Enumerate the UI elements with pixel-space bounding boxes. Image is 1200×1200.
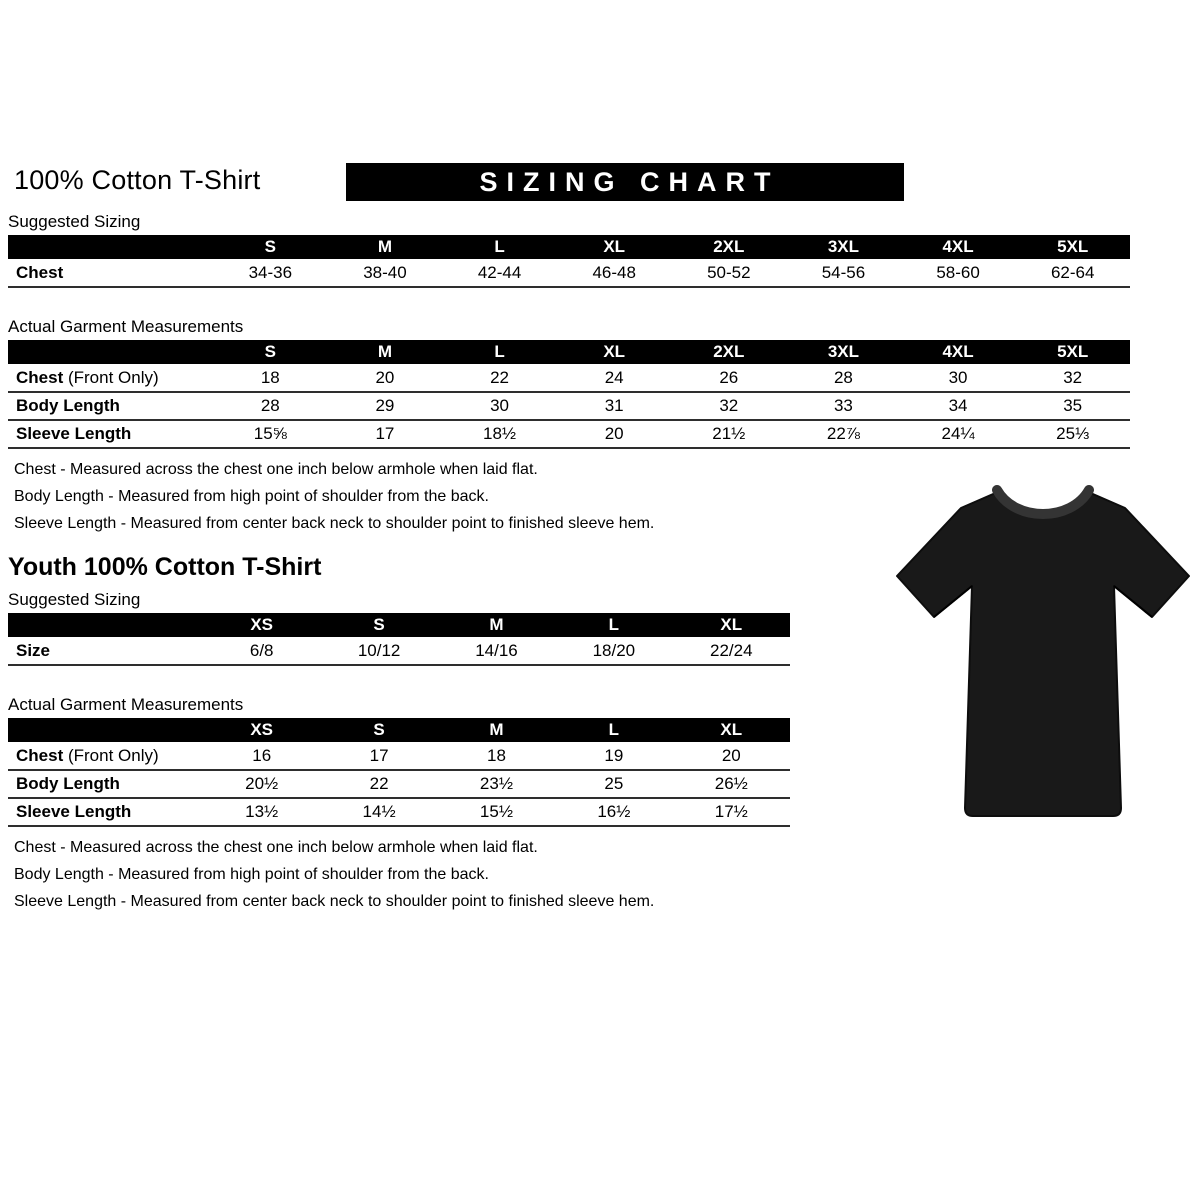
row-label: Body Length bbox=[16, 774, 120, 793]
size-column-header: 4XL bbox=[901, 340, 1016, 364]
measurement-value: 16 bbox=[252, 745, 272, 765]
size-header-row bbox=[8, 613, 790, 637]
adult-suggested-sizing-table bbox=[8, 235, 1130, 288]
measurement-row bbox=[8, 637, 790, 665]
measurement-value: 10/12 bbox=[357, 640, 401, 660]
tshirt-graphic bbox=[893, 478, 1193, 834]
measurement-value: 23½ bbox=[479, 774, 514, 793]
size-column-header: S bbox=[320, 718, 437, 742]
measurement-value: 29 bbox=[375, 396, 395, 415]
note-chest: Chest - Measured across the chest one inch below armhole when laid flat. bbox=[14, 839, 538, 856]
note-chest: Chest - Measured across the chest one inch below armhole when laid flat. bbox=[14, 461, 538, 478]
size-column-header: M bbox=[328, 340, 443, 364]
size-column-header: S bbox=[213, 340, 328, 364]
measurement-value: 21½ bbox=[712, 424, 746, 443]
measurement-value: 22⅞ bbox=[826, 424, 860, 443]
size-column-header: M bbox=[328, 235, 443, 259]
measurement-value: 20 bbox=[721, 745, 741, 765]
measurement-row bbox=[8, 364, 1130, 392]
measurement-value: 25⅓ bbox=[1056, 424, 1090, 443]
youth-suggested-sizing-label: Suggested Sizing bbox=[8, 590, 141, 609]
measurement-value: 35 bbox=[1063, 396, 1083, 415]
measurement-value: 19 bbox=[604, 745, 624, 765]
adult-garment-measurements-table bbox=[8, 340, 1130, 449]
size-column-header: 3XL bbox=[786, 235, 901, 259]
adult-actual-measurements-label: Actual Garment Measurements bbox=[8, 317, 244, 336]
size-column-header: XL bbox=[673, 718, 790, 742]
measurement-value: 26 bbox=[719, 367, 739, 387]
measurement-value: 22 bbox=[490, 367, 510, 387]
row-label: Chest (Front Only) bbox=[16, 745, 159, 765]
measurement-value: 25 bbox=[604, 774, 624, 793]
size-column-header: M bbox=[438, 613, 555, 637]
size-column-header: L bbox=[442, 340, 557, 364]
measurement-value: 54-56 bbox=[821, 262, 866, 282]
measurement-value: 17 bbox=[375, 424, 395, 443]
measurement-value: 20 bbox=[375, 367, 395, 387]
page-header bbox=[8, 163, 1200, 209]
measurement-row bbox=[8, 770, 790, 798]
note-body-length: Body Length - Measured from high point of shoulder from the back. bbox=[14, 488, 489, 505]
measurement-value: 32 bbox=[719, 396, 739, 415]
measurement-value: 20½ bbox=[245, 774, 279, 793]
youth-section-title: Youth 100% Cotton T-Shirt bbox=[8, 553, 322, 581]
size-column-header: M bbox=[438, 718, 555, 742]
note-sleeve-length: Sleeve Length - Measured from center back neck to shoulder point to finished sleeve hem. bbox=[14, 515, 655, 532]
row-label: Size bbox=[16, 640, 51, 660]
measurement-value: 28 bbox=[260, 396, 280, 415]
measurement-value: 20 bbox=[604, 424, 624, 443]
measurement-value: 15½ bbox=[479, 802, 514, 821]
size-column-header: 5XL bbox=[1015, 340, 1130, 364]
measurement-row bbox=[8, 259, 1130, 287]
youth-actual-measurements-label: Actual Garment Measurements bbox=[8, 695, 244, 714]
size-header-row bbox=[8, 340, 1130, 364]
size-column-header: S bbox=[320, 613, 437, 637]
measurement-value: 6/8 bbox=[249, 640, 274, 660]
sizing-chart-banner-text: SIZING CHART bbox=[479, 166, 780, 197]
sizing-chart-banner bbox=[346, 163, 904, 201]
note-body-length: Body Length - Measured from high point of shoulder from the back. bbox=[14, 866, 489, 883]
measurement-row bbox=[8, 420, 1130, 448]
size-column-header: 2XL bbox=[672, 235, 787, 259]
row-label: Sleeve Length bbox=[16, 802, 132, 821]
measurement-value: 18 bbox=[260, 367, 280, 387]
measurement-value: 24¼ bbox=[941, 424, 975, 443]
row-label-header bbox=[8, 235, 213, 259]
measurement-value: 31 bbox=[604, 396, 624, 415]
size-header-row bbox=[8, 718, 790, 742]
size-column-header: XS bbox=[203, 718, 320, 742]
size-column-header: 3XL bbox=[786, 340, 901, 364]
youth-garment-measurements-table bbox=[8, 718, 790, 827]
measurement-value: 15⅝ bbox=[253, 424, 287, 443]
measurement-value: 46-48 bbox=[592, 262, 636, 282]
size-header-row bbox=[8, 235, 1130, 259]
measurement-value: 62-64 bbox=[1050, 262, 1095, 282]
measurement-value: 50-52 bbox=[707, 262, 751, 282]
measurement-value: 17 bbox=[369, 745, 389, 765]
size-column-header: S bbox=[213, 235, 328, 259]
measurement-value: 17½ bbox=[714, 802, 748, 821]
measurement-value: 30 bbox=[490, 396, 510, 415]
page-title: 100% Cotton T-Shirt bbox=[14, 165, 261, 195]
measurement-value: 26½ bbox=[714, 774, 748, 793]
measurement-value: 38-40 bbox=[363, 262, 407, 282]
row-label: Sleeve Length bbox=[16, 424, 132, 443]
measurement-value: 14/16 bbox=[475, 640, 518, 660]
row-label: Chest (Front Only) bbox=[16, 367, 159, 387]
note-sleeve-length: Sleeve Length - Measured from center back neck to shoulder point to finished sleeve hem. bbox=[14, 893, 655, 910]
measurement-value: 14½ bbox=[362, 802, 396, 821]
measurement-row bbox=[8, 798, 790, 826]
size-column-header: 4XL bbox=[901, 235, 1016, 259]
row-label: Body Length bbox=[16, 396, 120, 415]
measurement-value: 24 bbox=[604, 367, 624, 387]
measurement-value: 34-36 bbox=[248, 262, 293, 282]
row-label-header bbox=[8, 718, 203, 742]
adult-suggested-sizing-label: Suggested Sizing bbox=[8, 212, 141, 231]
measurement-value: 42-44 bbox=[477, 262, 522, 282]
measurement-row bbox=[8, 392, 1130, 420]
size-column-header: L bbox=[555, 613, 672, 637]
measurement-value: 30 bbox=[948, 367, 968, 387]
measurement-value: 13½ bbox=[245, 802, 279, 821]
measurement-row bbox=[8, 742, 790, 770]
measurement-value: 18½ bbox=[483, 424, 517, 443]
size-column-header: L bbox=[442, 235, 557, 259]
size-column-header: XL bbox=[557, 235, 672, 259]
size-column-header: 2XL bbox=[672, 340, 787, 364]
size-column-header: 5XL bbox=[1015, 235, 1130, 259]
measurement-value: 18 bbox=[487, 745, 506, 765]
measurement-value: 22 bbox=[369, 774, 389, 793]
measurement-value: 22/24 bbox=[710, 640, 753, 660]
measurement-value: 34 bbox=[948, 396, 968, 415]
size-column-header: L bbox=[555, 718, 672, 742]
measurement-value: 32 bbox=[1063, 367, 1083, 387]
row-label-header bbox=[8, 340, 213, 364]
size-column-header: XL bbox=[673, 613, 790, 637]
youth-measurement-notes bbox=[8, 839, 1200, 910]
row-label: Chest bbox=[16, 262, 64, 282]
size-column-header: XL bbox=[557, 340, 672, 364]
measurement-value: 58-60 bbox=[936, 262, 980, 282]
measurement-value: 18/20 bbox=[592, 640, 636, 660]
measurement-value: 28 bbox=[833, 367, 853, 387]
youth-suggested-sizing-table bbox=[8, 613, 790, 666]
black-tshirt-image bbox=[893, 478, 1193, 834]
measurement-value: 16½ bbox=[597, 802, 631, 821]
row-label-header bbox=[8, 613, 203, 637]
measurement-value: 33 bbox=[833, 396, 853, 415]
size-column-header: XS bbox=[203, 613, 320, 637]
